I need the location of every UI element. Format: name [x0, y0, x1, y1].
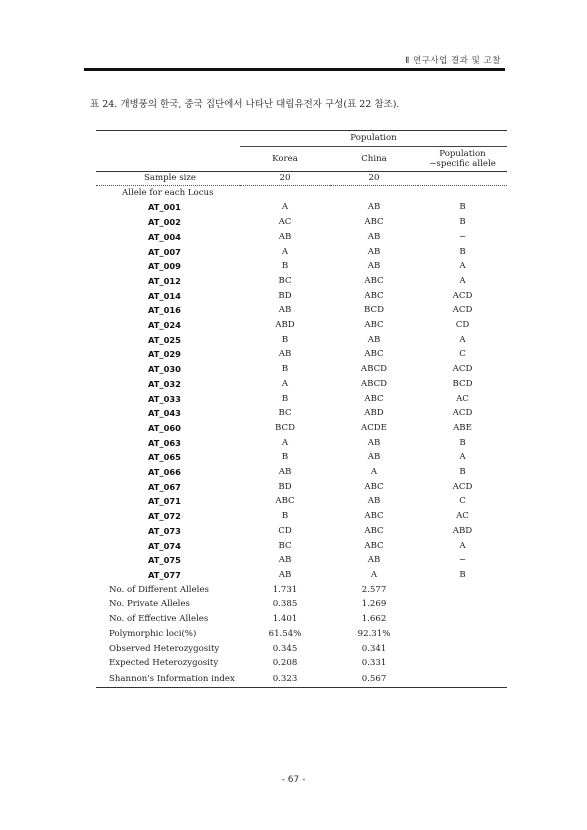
- locus-name: AT_004: [148, 231, 181, 242]
- locus-name: AT_060: [148, 422, 181, 433]
- locus-specific: −: [458, 555, 467, 566]
- locus-korea: B: [281, 511, 289, 522]
- locus-specific: CD: [455, 320, 470, 331]
- locus-specific: A: [459, 452, 466, 463]
- locus-specific: B: [459, 569, 466, 580]
- locus-name: AT_001: [148, 202, 181, 213]
- locus-specific: C: [459, 496, 466, 507]
- locus-korea: BD: [278, 290, 292, 301]
- locus-korea: BD: [278, 481, 292, 492]
- locus-korea: A: [281, 437, 289, 448]
- locus-china: ABC: [364, 511, 384, 522]
- locus-row: [96, 215, 507, 230]
- stat-china: 0.567: [330, 671, 418, 688]
- locus-china: ACDE: [361, 422, 387, 433]
- locus-name: AT_043: [148, 408, 181, 419]
- locus-china: ABC: [364, 481, 384, 492]
- stat-row: [96, 597, 507, 612]
- stat-label: Polymorphic loci(%): [109, 628, 197, 639]
- stat-china: 92.31%: [357, 628, 391, 639]
- locus-china: ABC: [364, 393, 384, 404]
- population-label: Population: [240, 131, 507, 147]
- locus-name: AT_009: [148, 261, 181, 272]
- locus-korea: AB: [278, 467, 292, 478]
- locus-korea: AB: [278, 555, 292, 566]
- locus-korea: B: [281, 393, 289, 404]
- locus-row: [96, 553, 507, 568]
- locus-specific: ACD: [452, 290, 473, 301]
- locus-china: ABCD: [360, 378, 388, 389]
- stat-label: No. of Different Alleles: [109, 584, 209, 595]
- locus-specific: AC: [456, 511, 469, 522]
- locus-china: AB: [367, 452, 381, 463]
- locus-name: AT_065: [148, 452, 181, 463]
- locus-specific: A: [459, 261, 466, 272]
- locus-korea: B: [281, 364, 289, 375]
- locus-row: [96, 494, 507, 509]
- locus-china: ABC: [364, 349, 384, 360]
- locus-china: ABCD: [360, 364, 388, 375]
- locus-row: [96, 347, 507, 362]
- stat-korea: 0.345: [272, 643, 298, 654]
- locus-korea: ABC: [275, 496, 295, 507]
- locus-korea: ABD: [275, 320, 295, 331]
- locus-name: AT_002: [148, 217, 181, 228]
- stat-korea: 61.54%: [268, 628, 302, 639]
- locus-row: [96, 318, 507, 333]
- locus-china: A: [370, 467, 378, 478]
- locus-china: AB: [367, 496, 381, 507]
- population-header-row: [96, 131, 507, 147]
- locus-row: [96, 377, 507, 392]
- locus-korea: CD: [278, 525, 292, 536]
- sample-size-row: [96, 171, 507, 185]
- locus-specific: ABE: [453, 422, 472, 433]
- locus-row: [96, 230, 507, 245]
- sample-size-label: Sample size: [96, 171, 240, 185]
- locus-row: [96, 436, 507, 451]
- locus-specific: B: [459, 217, 466, 228]
- locus-specific: BCD: [452, 378, 473, 389]
- locus-specific: B: [459, 246, 466, 257]
- locus-korea: B: [281, 452, 289, 463]
- locus-name: AT_032: [148, 378, 181, 389]
- locus-china: AB: [367, 202, 381, 213]
- page-number: - 67 -: [281, 775, 306, 785]
- locus-korea: AC: [278, 217, 292, 228]
- locus-row: [96, 259, 507, 274]
- stat-label: Shannon's Information index: [96, 671, 240, 688]
- locus-china: ABC: [364, 290, 384, 301]
- allele-header: Allele for each Locus: [122, 187, 214, 198]
- locus-korea: B: [281, 261, 289, 272]
- sample-size-korea: 20: [240, 171, 330, 185]
- stat-row: [96, 671, 507, 688]
- sample-size-china: 20: [330, 171, 418, 185]
- stat-label: Observed Heterozygosity: [109, 643, 220, 654]
- locus-china: BCD: [364, 305, 384, 316]
- locus-china: AB: [367, 437, 381, 448]
- locus-name: AT_073: [148, 525, 181, 536]
- locus-china: ABD: [364, 408, 384, 419]
- locus-korea: BC: [278, 275, 292, 286]
- locus-row: [96, 524, 507, 539]
- locus-korea: BC: [278, 408, 292, 419]
- locus-name: AT_071: [148, 496, 181, 507]
- locus-name: AT_012: [148, 275, 181, 286]
- locus-row: [96, 406, 507, 421]
- col-korea: Korea: [240, 146, 330, 171]
- locus-china: ABC: [364, 540, 384, 551]
- locus-name: AT_025: [148, 334, 181, 345]
- locus-name: AT_072: [148, 511, 181, 522]
- locus-row: [96, 392, 507, 407]
- locus-specific: A: [459, 275, 466, 286]
- locus-specific: ACD: [452, 364, 473, 375]
- locus-row: [96, 245, 507, 260]
- locus-specific: ACD: [452, 305, 473, 316]
- table-caption: 표 24. 개병풍의 한국, 중국 집단에서 나타난 대립유전자 구성(표 22 참조).: [90, 99, 400, 110]
- locus-korea: BC: [278, 540, 292, 551]
- locus-specific: B: [459, 202, 466, 213]
- col-specific-line2: −specific allele: [429, 158, 496, 169]
- column-header-row: [96, 146, 507, 171]
- locus-row: [96, 200, 507, 215]
- locus-name: AT_024: [148, 320, 181, 331]
- locus-china: ABC: [364, 320, 384, 331]
- stat-row: [96, 627, 507, 642]
- locus-name: AT_074: [148, 540, 181, 551]
- locus-china: AB: [367, 555, 381, 566]
- stat-label: No. Private Alleles: [109, 599, 190, 610]
- locus-specific: ACD: [452, 408, 473, 419]
- locus-name: AT_077: [148, 569, 181, 580]
- locus-name: AT_007: [148, 246, 181, 257]
- locus-korea: B: [281, 334, 289, 345]
- locus-row: [96, 539, 507, 554]
- section-header: Ⅱ 연구사업 결과 및 고찰: [405, 56, 501, 66]
- stat-row: [96, 642, 507, 657]
- locus-row: [96, 274, 507, 289]
- locus-name: AT_014: [148, 290, 181, 301]
- locus-name: AT_016: [148, 305, 181, 316]
- locus-row: [96, 465, 507, 480]
- stat-korea: 0.323: [240, 671, 330, 688]
- locus-specific: A: [459, 540, 466, 551]
- stat-china: 0.331: [361, 658, 387, 669]
- locus-specific: ACD: [452, 481, 473, 492]
- locus-china: AB: [367, 334, 381, 345]
- stat-row: [96, 583, 507, 598]
- stat-korea: 0.208: [272, 658, 298, 669]
- locus-china: ABC: [364, 217, 384, 228]
- locus-name: AT_063: [148, 437, 181, 448]
- locus-row: [96, 362, 507, 377]
- locus-korea: AB: [278, 305, 292, 316]
- locus-row: [96, 568, 507, 583]
- locus-korea: A: [281, 246, 289, 257]
- stat-korea: 1.401: [272, 614, 298, 625]
- stat-label: Expected Heterozygosity: [109, 658, 219, 669]
- locus-name: AT_029: [148, 349, 181, 360]
- locus-specific: −: [458, 231, 467, 242]
- locus-china: AB: [367, 261, 381, 272]
- locus-name: AT_030: [148, 364, 181, 375]
- locus-china: ABC: [364, 275, 384, 286]
- locus-korea: A: [281, 378, 289, 389]
- locus-korea: AB: [278, 349, 292, 360]
- locus-name: AT_066: [148, 467, 181, 478]
- col-specific-line1: Population: [439, 148, 486, 159]
- locus-specific: C: [459, 349, 466, 360]
- locus-china: A: [370, 569, 378, 580]
- stat-row: [96, 656, 507, 671]
- stat-china: 1.662: [361, 614, 387, 625]
- locus-specific: B: [459, 437, 466, 448]
- stat-china: 2.577: [361, 584, 387, 595]
- locus-korea: A: [281, 202, 289, 213]
- stat-korea: 1.731: [272, 584, 298, 595]
- locus-korea: AB: [278, 569, 292, 580]
- locus-name: AT_033: [148, 393, 181, 404]
- locus-china: AB: [367, 231, 381, 242]
- locus-specific: B: [459, 467, 466, 478]
- stat-china: 1.269: [361, 599, 387, 610]
- locus-specific: AC: [456, 393, 469, 404]
- locus-row: [96, 289, 507, 304]
- locus-specific: ABD: [452, 525, 473, 536]
- locus-row: [96, 509, 507, 524]
- stat-china: 0.341: [361, 643, 387, 654]
- col-china: China: [330, 146, 418, 171]
- locus-specific: A: [459, 334, 466, 345]
- locus-row: [96, 480, 507, 495]
- locus-korea: AB: [278, 231, 292, 242]
- locus-china: ABC: [364, 525, 384, 536]
- locus-china: AB: [367, 246, 381, 257]
- col-specific-allele: [418, 146, 507, 171]
- allele-header-row: [96, 185, 507, 200]
- locus-row: [96, 303, 507, 318]
- locus-row: [96, 421, 507, 436]
- locus-name: AT_067: [148, 481, 181, 492]
- allele-table: [96, 130, 507, 688]
- locus-row: [96, 333, 507, 348]
- locus-korea: BCD: [275, 422, 295, 433]
- locus-row: [96, 450, 507, 465]
- header-rule: [84, 68, 505, 71]
- locus-name: AT_075: [148, 555, 181, 566]
- stat-korea: 0.385: [272, 599, 298, 610]
- stat-label: No. of Effective Alleles: [109, 614, 209, 625]
- stat-row: [96, 612, 507, 627]
